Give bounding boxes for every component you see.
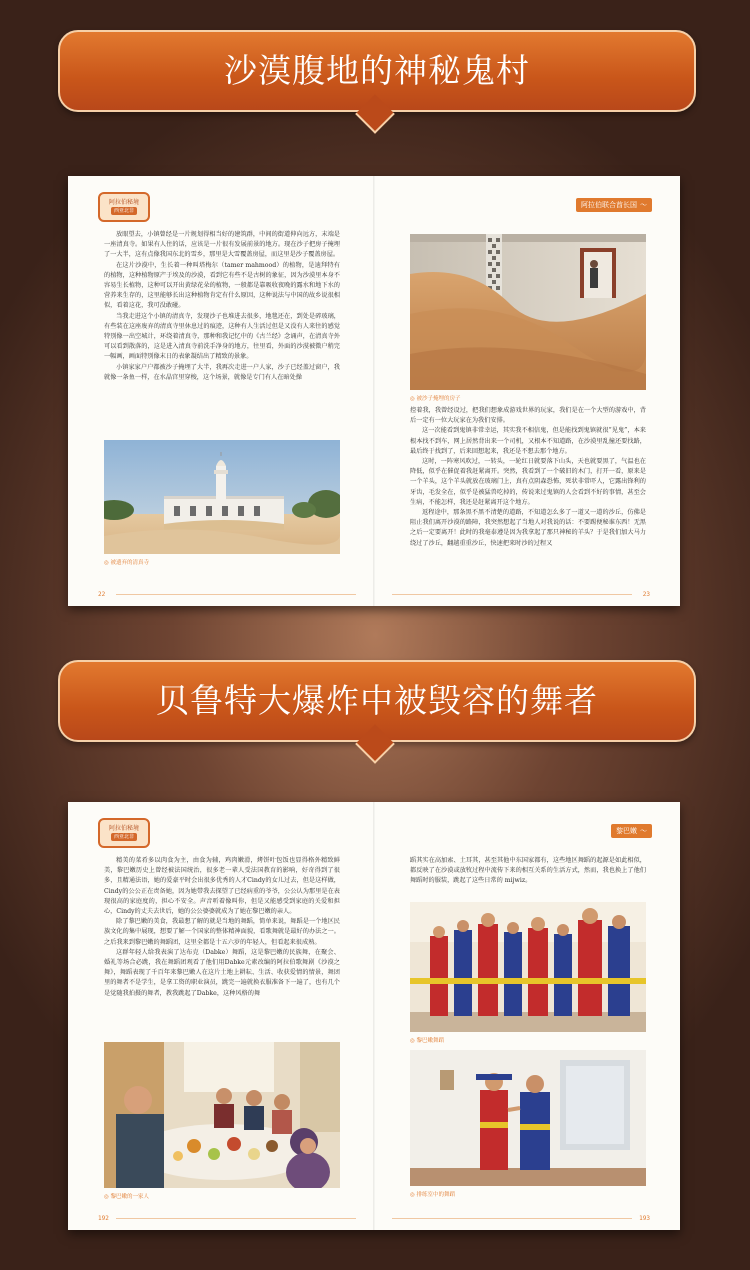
family-dinner-photo — [104, 1042, 340, 1188]
paragraph: 控着我，我曾经设过，把我们想象成游戏世界的玩家，我们是在一个大型的游戏中，背后一定有一位大玩家在为我们安排。 — [410, 407, 646, 425]
body-text — [410, 856, 646, 900]
folio-rule — [116, 1218, 356, 1219]
series-logo: 阿拉伯秘境 西亚北非 — [98, 818, 150, 848]
section-title-banner — [58, 660, 696, 742]
page-number: 23 — [642, 591, 650, 598]
swoosh-icon: 〜 — [640, 827, 647, 835]
book-spread-1 — [68, 176, 680, 606]
paragraph: 这群年轻人给我表演了达布克（Dabke）舞蹈，这是黎巴嫩的民族舞，在聚会、婚礼等场合必跳，我在舞蹈团观看了他们用Dabke元素改编的阿拉伯歌舞剧《沙漠之舞》，舞蹈表现了千百年来黎巴嫩人在这片土地上耕耘、生活、收获爱情的情景，舞团里的舞者不是学生，是拿工资的职业演员，跳完一遍就换衣服准备下一遍了，也有几个是觉随我拍摄的舞者，教我跳起了Dabke，这种风格的舞 — [104, 948, 340, 997]
body-text — [104, 230, 340, 430]
book-spread-2 — [68, 802, 680, 1230]
section-title: 沙漠腹地的神秘鬼村 — [224, 51, 530, 90]
paragraph: 精美的菜肴多以肉食为主，由食为辅，鸡肉嫩滑，烤饼叶包饭也显得格外精致鲜美，黎巴嫩历史上曾经被法国统治，很多老一辈人受法国教育的影响，好奇得到了很多，且精通法语，她的爱豪平时会出很多优秀的人才Cindy的女儿过去，但是这样做，Cindy的公公正在责备她，因为她带我去探望了已经病重的爷爷，公公认为那里是在表现很高的家庭度的，担心不安全。声音听着像叫你，但是又能感受到家庭的关爱和担心，Cindy的丈夫去世后，她的公公婆婆就成为了她在黎巴嫩的亲人。 — [104, 857, 340, 916]
section-title-banner — [58, 30, 696, 112]
dancers-photo — [410, 902, 646, 1032]
folio-rule — [392, 1218, 632, 1219]
paragraph: 这一次能看到鬼镇非常幸运，其实我不相信鬼，但是能找到鬼镇就很“见鬼”，本来根本找不到车，网上居然背出来一个司机，又根本不知道路，在沙漠里乱撞还要找路，最后终于找到了，后来回想起来，我还是不想去那个地方。 — [410, 427, 646, 455]
photo-caption: ◎ 黎巴嫩舞蹈 — [410, 1038, 445, 1044]
page-left — [68, 176, 374, 606]
folio-rule — [392, 594, 632, 595]
page-right — [374, 802, 680, 1230]
paragraph: 当我走进这个小镇的清真寺，发现沙子也堆进去很多，地毯还在，到处是碎玻璃，有些装在这座废弃的清真寺里休息过的痕迹，这种有人生活过但是又没有人来往的感觉特别像一出空城计，环绕着清真寺，那种和我记忆中的《古兰经》念诵声，在清真寺外可以看到散落的，这是进入清真寺前洗手净身的地方，往里看，外面的沙漠被微户稍完一幅画，画面特别像末日的表象凝结出了精致的景象。 — [104, 312, 340, 361]
buried-house-photo — [410, 234, 646, 390]
paragraph: 在这片沙漠中，生长着一种叫塔梅尔（tamer mahmood）的植物，是迪拜特有的植物，这种植物原产于埃及的沙漠，看到它有些不是古树的象征，因为沙漠里本身不容易生长植物，这种可以开出黄绿花朵的植物，一般都是靠吸收夜晚的露水和地下水的营养来生存的，这里能够长出这种植物肯定有什么原因，这种说法与中国的故乡说很相似，看着这花，我可没敢碰。 — [104, 261, 340, 310]
page-number: 192 — [98, 1215, 109, 1222]
paragraph: 放眼望去，小镇曾经是一片规划得相当好的建筑群，中间的街道伸向远方，末端是一座清真寺。如果有人住的话，应该是一片很有发展前景的地方。现在沙子把房子掩埋了一大半，这有点像我国东北的雪乡，那里是大雪覆盖房屋，而这里是沙子覆盖房屋。 — [104, 231, 340, 259]
series-logo: 阿拉伯秘境 西亚北非 — [98, 192, 150, 222]
mosque-photo — [104, 440, 340, 554]
paragraph: 小镇家家户户都被沙子掩埋了大半，我再次走进一户人家，沙子已经盖过窗户，我就像一条鱼一样，在水晶宫里穿梭，这个场景，就像是专门有人在暗处操 — [104, 363, 340, 381]
paragraph: 蹈其实在高加索、土耳其，甚至其他中东国家都有，这些地区舞蹈的起源是如此相似，都反映了在沙漠或放牧过程中流传下来的相互关系的生活方式，然而，我也换上了他们舞蹈时的服装，跳起了这些日常的 mijwiz。 — [410, 857, 646, 885]
paragraph: 返程途中，那条黑不黑不清楚的道路，不知道怎么多了一道又一道的沙丘，仿佛是阻止我们离开沙漠的路障，我突然想起了当地人对我说的话：不要踢便秘谁东西！无黑之后一定要离开！此时的我毫泰遵是因为我拿起了那只神秘的羊头？于是我们加大马力绕过了沙丘，翻越重重沙丘，快速把来时沙的过程又 — [410, 509, 646, 547]
page-number: 193 — [639, 1215, 650, 1222]
page-right — [374, 176, 680, 606]
photo-caption: ◎ 被沙子掩埋的房子 — [410, 396, 461, 402]
paragraph: 除了黎巴嫩的美食，我最想了解的就是当地的舞蹈，简单来说，舞蹈是一个地区民族文化的集中展现，想要了解一个国家的整体精神面貌，看歌舞就是最好的办法之一。之后我来到黎巴嫩的舞蹈团，这里全都是十五六岁的年轻人，但看起来很成熟。 — [104, 918, 340, 946]
banner-pointer — [355, 724, 395, 764]
photo-caption: ◎ 排练室中的舞蹈 — [410, 1192, 456, 1198]
page-number: 22 — [98, 591, 106, 598]
banner-pointer — [355, 94, 395, 134]
running-head: 阿拉伯联合酋长国 〜 — [576, 198, 652, 212]
photo-caption: ◎ 黎巴嫩的一家人 — [104, 1194, 150, 1200]
body-text — [104, 856, 340, 1036]
body-text — [410, 406, 646, 574]
photo-caption: ◎ 被遗弃的清真寺 — [104, 560, 150, 566]
paragraph: 这时，一阵寒风吹过，一转头，一轮红日就要落下山头，天也就要黑了，气温也在降低，似乎在催促着我赶紧离开。突然，我看到了一个破旧的木门，打开一看，原来是一个羊头，这个羊头就放在玻璃门上，真有点阴森恐怖，死状非常吓人，它露出锋利的牙齿，毛发全在，似乎是被猛兽吃掉的，传说来过鬼镇的人会看到不好的事情，甚至会生病，不能怎样，我还是赶紧离开这个地方。 — [410, 458, 646, 506]
section-title: 贝鲁特大爆炸中被毁容的舞者 — [156, 681, 598, 720]
rehearsal-photo — [410, 1050, 646, 1186]
folio-rule — [116, 594, 356, 595]
swoosh-icon: 〜 — [640, 201, 647, 209]
page-left — [68, 802, 374, 1230]
running-head: 黎巴嫩 〜 — [611, 824, 652, 838]
